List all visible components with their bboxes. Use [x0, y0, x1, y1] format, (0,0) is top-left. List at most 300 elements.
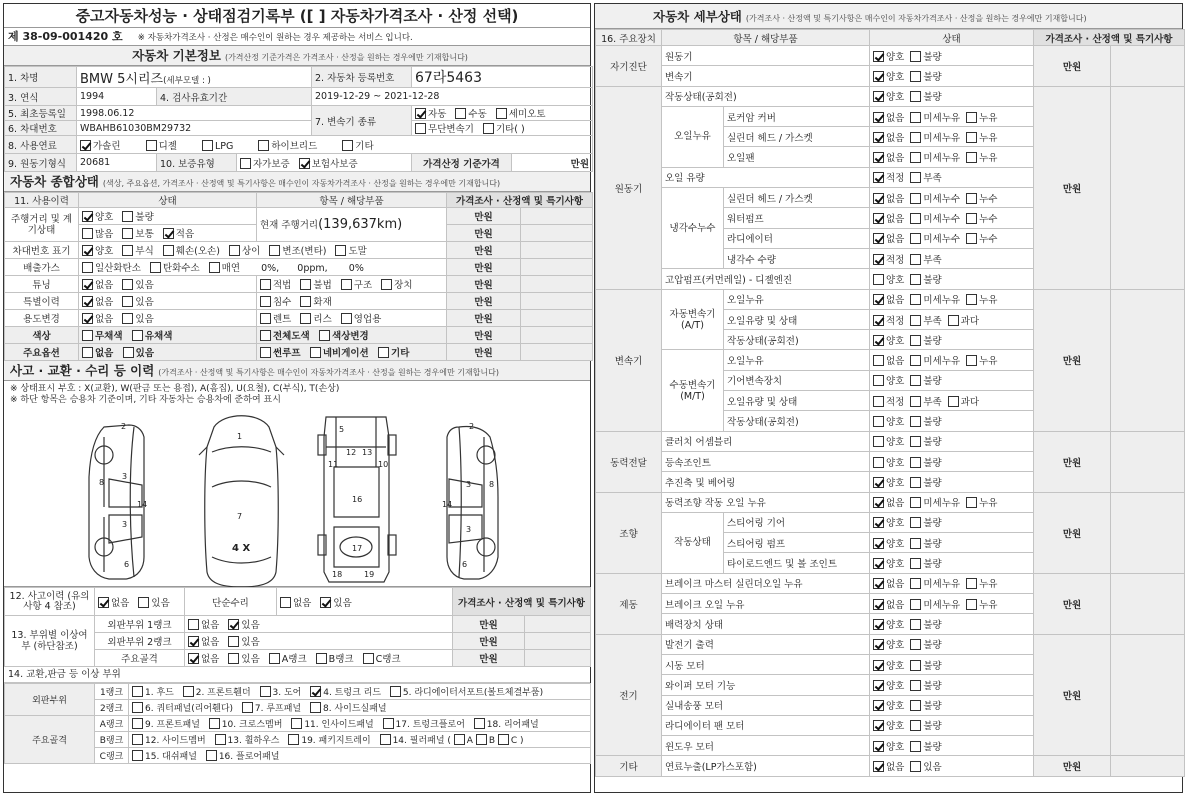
device-group-label: 변속기	[596, 289, 662, 431]
state-checkbox[interactable]	[966, 193, 977, 204]
fuel-lpg-checkbox[interactable]	[202, 140, 213, 151]
special-yes-label: 있음	[135, 297, 154, 308]
state-checkbox[interactable]	[910, 335, 921, 346]
tuning-price: 만원	[447, 276, 521, 293]
device-item-label: 브레이크 오일 누유	[662, 594, 870, 614]
part-hood-label: 1. 후드	[145, 688, 174, 698]
part-door-checkbox[interactable]	[260, 686, 271, 697]
state-checkbox[interactable]	[910, 538, 921, 549]
tuning-none-checkbox[interactable]	[82, 279, 93, 290]
pillar-c-checkbox[interactable]	[498, 734, 509, 745]
state-checkbox[interactable]	[873, 761, 884, 772]
odo-state-2	[79, 225, 257, 242]
state-option-label: 양호	[886, 640, 905, 652]
simple-none-label: 없음	[293, 597, 312, 609]
frame-yes-checkbox[interactable]	[228, 653, 239, 664]
state-checkbox[interactable]	[910, 477, 921, 488]
state-option-label: 불량	[923, 680, 942, 692]
device-subgroup-label: 작동상태	[662, 512, 724, 573]
accident-note: (가격조사 · 산정액 및 특기사항은 매수인이 자동차가격조사 · 산정을 원하는 경우에만 기재합니다)	[158, 368, 499, 377]
odo-text: 현재 주행거리	[260, 220, 319, 231]
color-opts	[79, 327, 257, 344]
state-checkbox[interactable]	[873, 294, 884, 305]
state-checkbox[interactable]	[910, 578, 921, 589]
state-checkbox[interactable]	[966, 132, 977, 143]
fuel-gasoline-checkbox[interactable]	[80, 140, 91, 151]
state-checkbox[interactable]	[910, 193, 921, 204]
accident-section-header	[4, 361, 590, 381]
special-flood-checkbox[interactable]	[260, 296, 271, 307]
trans-opts-1	[412, 106, 593, 121]
usechange-business-checkbox[interactable]	[341, 313, 352, 324]
trans-auto-checkbox[interactable]	[415, 108, 426, 119]
state-checkbox[interactable]	[873, 639, 884, 650]
outer2-yes-checkbox[interactable]	[228, 636, 239, 647]
device-item-label: 타이로드엔드 및 볼 조인트	[724, 553, 870, 573]
rank1-items	[129, 684, 591, 700]
state-checkbox[interactable]	[966, 599, 977, 610]
outer1-yes-label: 있음	[241, 620, 260, 631]
device-state-options	[870, 756, 1034, 776]
color-label: 색상	[5, 327, 79, 344]
frame-a-checkbox[interactable]	[269, 653, 280, 664]
state-checkbox[interactable]	[873, 558, 884, 569]
exchange-title: 14. 교환,판금 등 이상 부위	[4, 667, 590, 683]
tuning-structure-checkbox[interactable]	[341, 279, 352, 290]
state-checkbox[interactable]	[873, 578, 884, 589]
state-checkbox[interactable]	[910, 294, 921, 305]
special-yes-checkbox[interactable]	[122, 296, 133, 307]
frame-none-checkbox[interactable]	[188, 653, 199, 664]
part-pillar-panel-checkbox[interactable]	[380, 734, 391, 745]
part-quarter-panel-checkbox[interactable]	[132, 702, 143, 713]
vinmark-damage-checkbox[interactable]	[163, 245, 174, 256]
color-change-checkbox[interactable]	[319, 330, 330, 341]
year-label: 3. 연식	[5, 88, 77, 106]
part-floor-panel-checkbox[interactable]	[206, 750, 217, 761]
state-checkbox[interactable]	[873, 680, 884, 691]
state-checkbox[interactable]	[873, 538, 884, 549]
svg-text:19: 19	[364, 570, 375, 579]
options-sunroof-checkbox[interactable]	[260, 347, 271, 358]
state-checkbox[interactable]	[873, 660, 884, 671]
state-checkbox[interactable]	[910, 375, 921, 386]
options-yes-checkbox[interactable]	[123, 347, 134, 358]
part-rear-panel-checkbox[interactable]	[474, 718, 485, 729]
part-front-fender-checkbox[interactable]	[183, 686, 194, 697]
odo-normal-checkbox[interactable]	[122, 228, 133, 239]
special-price: 만원	[447, 293, 521, 310]
outer2-opts	[185, 633, 453, 650]
state-checkbox[interactable]	[910, 172, 921, 183]
state-checkbox[interactable]	[873, 335, 884, 346]
device-state-options	[870, 208, 1034, 228]
state-checkbox[interactable]	[873, 233, 884, 244]
rankC-items	[129, 748, 591, 764]
frame-c-checkbox[interactable]	[363, 653, 374, 664]
state-option-label: 있음	[923, 762, 942, 774]
state-checkbox[interactable]	[873, 619, 884, 630]
detail-note: (가격조사 · 산정액 및 특기사항은 매수인이 자동차가격조사 · 산정을 원하는 경우에만 기재합니다)	[745, 14, 1087, 23]
state-option-label: 과다	[960, 396, 980, 408]
device-item-label: 연료누출(LP가스포함)	[662, 756, 870, 776]
device-group-label: 조향	[596, 492, 662, 573]
special-none-label: 없음	[95, 297, 114, 308]
options-other-label: 기타	[391, 348, 410, 359]
overall-note: (색상, 주요옵션, 가격조사 · 산정액 및 특기사항은 매수인이 자동차가격조사 · 산정을 원하는 경우에만 기재합니다)	[102, 179, 501, 188]
device-state-options	[870, 431, 1034, 451]
device-item-label: 작동상태(공회전)	[662, 86, 870, 106]
state-checkbox[interactable]	[910, 416, 921, 427]
detail-table	[595, 29, 1185, 777]
state-checkbox[interactable]	[873, 700, 884, 711]
part-roof-panel-checkbox[interactable]	[242, 702, 253, 713]
acc-price-header: 가격조사 · 산정액 및 특기사항	[453, 588, 591, 616]
emission-co-checkbox[interactable]	[82, 262, 93, 273]
state-checkbox[interactable]	[966, 294, 977, 305]
state-option-label: 불량	[923, 71, 942, 83]
part-wheel-house-checkbox[interactable]	[215, 734, 226, 745]
state-option-label: 양호	[886, 71, 905, 83]
device-group-note	[1111, 573, 1185, 634]
trans-semi-checkbox[interactable]	[496, 108, 507, 119]
col-detail-price: 가격조사 · 산정액 및 특기사항	[1034, 30, 1185, 46]
vinmark-price: 만원	[447, 242, 521, 259]
warranty-insurer-checkbox[interactable]	[299, 158, 310, 169]
state-option-label: 없음	[886, 214, 905, 226]
device-state-options	[870, 46, 1034, 66]
warranty-insurer-label: 보험사보증	[311, 158, 358, 170]
state-option-label: 없음	[886, 193, 905, 205]
fuel-hybrid-label: 하이브리드	[271, 140, 318, 152]
state-checkbox[interactable]	[873, 741, 884, 752]
state-option-label: 양호	[886, 376, 905, 388]
fuel-hybrid-checkbox[interactable]	[258, 140, 269, 151]
vin: WBAHB61030BM29732	[77, 121, 312, 136]
state-option-label: 양호	[886, 559, 905, 571]
color-chromatic-label: 유채색	[144, 331, 173, 342]
odo-bad-checkbox[interactable]	[122, 211, 133, 222]
vinmark-altered-checkbox[interactable]	[269, 245, 280, 256]
vinmark-good-checkbox[interactable]	[82, 245, 93, 256]
state-checkbox[interactable]	[910, 51, 921, 62]
state-checkbox[interactable]	[966, 578, 977, 589]
device-state-options	[870, 715, 1034, 735]
svg-text:8: 8	[489, 480, 495, 489]
special-none-checkbox[interactable]	[82, 296, 93, 307]
vinmark-rust-checkbox[interactable]	[122, 245, 133, 256]
first-reg-label: 5. 최초등록일	[5, 106, 77, 121]
col-item: 항목 / 해당부품	[257, 193, 447, 208]
device-state-options	[870, 512, 1034, 532]
odo-good-checkbox[interactable]	[82, 211, 93, 222]
state-checkbox[interactable]	[910, 558, 921, 569]
tuning-illegal-checkbox[interactable]	[300, 279, 311, 290]
state-checkbox[interactable]	[910, 700, 921, 711]
device-group-price: 만원	[1034, 573, 1111, 634]
device-group-note	[1111, 289, 1185, 431]
part-side-member-checkbox[interactable]	[132, 734, 143, 745]
device-group-note	[1111, 492, 1185, 573]
state-checkbox[interactable]	[910, 91, 921, 102]
vinmark-diff-checkbox[interactable]	[229, 245, 240, 256]
part-dash-panel-checkbox[interactable]	[132, 750, 143, 761]
options-navi-checkbox[interactable]	[310, 347, 321, 358]
vin-mark-label: 차대번호 표기	[5, 242, 79, 259]
state-checkbox[interactable]	[966, 152, 977, 163]
device-group-label: 제동	[596, 573, 662, 634]
part-trunk-lid-checkbox[interactable]	[310, 686, 321, 697]
odo-label: 주행거리 및 계기상태	[5, 208, 79, 242]
state-option-label: 없음	[886, 112, 905, 124]
state-checkbox[interactable]	[910, 315, 921, 326]
part-inside-panel-checkbox[interactable]	[291, 718, 302, 729]
device-state-options	[870, 188, 1034, 208]
basic-info-title: 자동차 기본정보	[132, 48, 221, 63]
device-item-label: 변속기	[662, 66, 870, 86]
state-checkbox[interactable]	[910, 741, 921, 752]
part-side-sill-checkbox[interactable]	[310, 702, 321, 713]
state-checkbox[interactable]	[873, 132, 884, 143]
tuning-device-checkbox[interactable]	[381, 279, 392, 290]
state-checkbox[interactable]	[910, 436, 921, 447]
usechange-none-checkbox[interactable]	[82, 313, 93, 324]
color-achromatic-checkbox[interactable]	[82, 330, 93, 341]
options-none-checkbox[interactable]	[82, 347, 93, 358]
device-group-note	[1111, 46, 1185, 87]
device-item-label: 와이퍼 모터 기능	[662, 675, 870, 695]
emission-values: 0%, 0ppm, 0%	[261, 263, 364, 274]
state-checkbox[interactable]	[873, 152, 884, 163]
vin-mark-opts	[79, 242, 447, 259]
state-checkbox[interactable]	[873, 720, 884, 731]
device-group-price: 만원	[1034, 634, 1111, 756]
frame-b-checkbox[interactable]	[316, 653, 327, 664]
state-checkbox[interactable]	[910, 599, 921, 610]
odo-value: (139,637km)	[318, 217, 403, 232]
state-checkbox[interactable]	[873, 193, 884, 204]
state-option-label: 누유	[979, 112, 998, 124]
usechange-rent-label: 렌트	[273, 314, 292, 325]
odo-many-label: 많음	[95, 229, 114, 240]
state-checkbox[interactable]	[948, 396, 959, 407]
device-item-label: 작동상태(공회전)	[724, 330, 870, 350]
state-checkbox[interactable]	[910, 680, 921, 691]
usechange-none-label: 없음	[95, 314, 114, 325]
state-checkbox[interactable]	[910, 639, 921, 650]
acc-yes-checkbox[interactable]	[138, 597, 149, 608]
tuning-opts-2	[257, 276, 447, 293]
options-other-checkbox[interactable]	[378, 347, 389, 358]
state-option-label: 미세누수	[923, 214, 961, 226]
frame-a-label: A랭크	[281, 654, 307, 665]
state-checkbox[interactable]	[910, 274, 921, 285]
pillar-c-label: C )	[510, 736, 524, 746]
state-checkbox[interactable]	[910, 761, 921, 772]
emission-smoke-checkbox[interactable]	[209, 262, 220, 273]
detail-row	[596, 492, 1185, 512]
state-checkbox[interactable]	[910, 396, 921, 407]
rankA-items	[129, 716, 591, 732]
state-option-label: 없음	[886, 498, 905, 510]
state-checkbox[interactable]	[873, 315, 884, 326]
state-option-label: 미세누유	[923, 599, 961, 611]
frame-yes-label: 있음	[241, 654, 260, 665]
state-checkbox[interactable]	[873, 599, 884, 610]
pillar-b-checkbox[interactable]	[476, 734, 487, 745]
tuning-legal-checkbox[interactable]	[260, 279, 271, 290]
part-cross-member-checkbox[interactable]	[209, 718, 220, 729]
device-item-label: 윈도우 모터	[662, 736, 870, 756]
emission-co-label: 일산화탄소	[95, 263, 141, 274]
acc-none-checkbox[interactable]	[98, 597, 109, 608]
part-front-panel-checkbox[interactable]	[132, 718, 143, 729]
part-package-tray-checkbox[interactable]	[288, 734, 299, 745]
state-checkbox[interactable]	[910, 152, 921, 163]
usechange-yes-checkbox[interactable]	[122, 313, 133, 324]
state-checkbox[interactable]	[910, 233, 921, 244]
state-checkbox[interactable]	[873, 416, 884, 427]
state-checkbox[interactable]	[910, 254, 921, 265]
state-checkbox[interactable]	[873, 375, 884, 386]
state-checkbox[interactable]	[873, 213, 884, 224]
device-state-options	[870, 248, 1034, 268]
state-option-label: 불량	[923, 274, 942, 286]
state-checkbox[interactable]	[873, 112, 884, 123]
vinmark-painted-checkbox[interactable]	[335, 245, 346, 256]
state-checkbox[interactable]	[910, 619, 921, 630]
state-checkbox[interactable]	[873, 355, 884, 366]
state-option-label: 양호	[886, 274, 905, 286]
state-checkbox[interactable]	[966, 355, 977, 366]
fuel-other-checkbox[interactable]	[342, 140, 353, 151]
device-item-label: 스티어링 펌프	[724, 533, 870, 553]
fuel-diesel-checkbox[interactable]	[146, 140, 157, 151]
outer1-yes-checkbox[interactable]	[228, 619, 239, 630]
state-checkbox[interactable]	[966, 213, 977, 224]
usechange-yes-label: 있음	[135, 314, 154, 325]
emission-smoke-label: 매연	[221, 263, 241, 274]
trans-manual-checkbox[interactable]	[455, 108, 466, 119]
state-option-label: 미세누유	[923, 132, 961, 144]
state-option-label: 누유	[979, 579, 998, 591]
color-chromatic-checkbox[interactable]	[132, 330, 143, 341]
state-checkbox[interactable]	[948, 315, 959, 326]
device-item-label: 등속조인트	[662, 451, 870, 471]
part-package-tray-label: 19. 패키지트레이	[301, 736, 371, 746]
col-detail-item: 항목 / 해당부품	[662, 30, 870, 46]
state-checkbox[interactable]	[873, 477, 884, 488]
simple-repair-label: 단순수리	[185, 588, 277, 616]
tuning-legal-label: 적법	[273, 280, 292, 291]
state-checkbox[interactable]	[966, 497, 977, 508]
svg-text:12: 12	[346, 448, 357, 457]
part-radiator-support-label: 5. 라디에이터서포트(볼트체결부품)	[402, 688, 544, 698]
state-checkbox[interactable]	[873, 497, 884, 508]
part-radiator-support-checkbox[interactable]	[390, 686, 401, 697]
fuel-label: 8. 사용연료	[5, 136, 77, 154]
warranty-self-checkbox[interactable]	[240, 158, 251, 169]
device-group-price: 만원	[1034, 289, 1111, 431]
state-checkbox[interactable]	[910, 355, 921, 366]
state-checkbox[interactable]	[966, 233, 977, 244]
device-item-label: 실린더 헤드 / 가스켓	[724, 188, 870, 208]
left-page	[3, 3, 591, 793]
trans-other-checkbox[interactable]	[483, 123, 494, 134]
state-checkbox[interactable]	[873, 436, 884, 447]
part-hood-checkbox[interactable]	[132, 686, 143, 697]
state-checkbox[interactable]	[873, 274, 884, 285]
state-checkbox[interactable]	[910, 132, 921, 143]
state-checkbox[interactable]	[910, 517, 921, 528]
simple-none-checkbox[interactable]	[280, 597, 291, 608]
outer1-none-checkbox[interactable]	[188, 619, 199, 630]
trans-cvt-checkbox[interactable]	[415, 123, 426, 134]
simple-yes-checkbox[interactable]	[320, 597, 331, 608]
state-checkbox[interactable]	[873, 71, 884, 82]
odo-many-checkbox[interactable]	[82, 228, 93, 239]
device-state-options	[870, 370, 1034, 390]
state-checkbox[interactable]	[873, 172, 884, 183]
trans-opts-2	[412, 121, 593, 136]
device-item-label: 배력장치 상태	[662, 614, 870, 634]
usechange-note	[521, 310, 593, 327]
state-checkbox[interactable]	[873, 517, 884, 528]
part-trunk-floor-checkbox[interactable]	[383, 718, 394, 729]
outer2-none-checkbox[interactable]	[188, 636, 199, 647]
state-checkbox[interactable]	[910, 112, 921, 123]
basic-info-table	[4, 66, 593, 172]
usechange-lease-checkbox[interactable]	[300, 313, 311, 324]
state-checkbox[interactable]	[873, 51, 884, 62]
state-option-label: 불량	[923, 51, 942, 63]
svg-text:11: 11	[328, 460, 339, 469]
options-yes-label: 있음	[135, 348, 155, 359]
state-option-label: 불량	[923, 376, 942, 388]
state-checkbox[interactable]	[910, 720, 921, 731]
usechange-rent-checkbox[interactable]	[260, 313, 271, 324]
part-cross-member-label: 10. 크로스멤버	[221, 720, 283, 730]
state-checkbox[interactable]	[910, 660, 921, 671]
outer2-yes-label: 있음	[241, 637, 260, 648]
odo-few-checkbox[interactable]	[163, 228, 174, 239]
tuning-yes-checkbox[interactable]	[122, 279, 133, 290]
col-usage: 11. 사용이력	[5, 193, 79, 208]
device-state-options	[870, 634, 1034, 654]
rankA-label: A랭크	[95, 716, 129, 732]
emission-hc-checkbox[interactable]	[150, 262, 161, 273]
state-checkbox[interactable]	[873, 457, 884, 468]
state-checkbox[interactable]	[873, 91, 884, 102]
svg-text:16: 16	[352, 495, 363, 504]
state-checkbox[interactable]	[910, 71, 921, 82]
state-checkbox[interactable]	[910, 457, 921, 468]
options-opts-2	[257, 344, 447, 361]
state-option-label: 불량	[923, 701, 942, 713]
state-checkbox[interactable]	[910, 497, 921, 508]
vinmark-painted-label: 도말	[348, 246, 367, 257]
state-checkbox[interactable]	[910, 213, 921, 224]
pillar-a-checkbox[interactable]	[454, 734, 465, 745]
state-checkbox[interactable]	[873, 254, 884, 265]
color-fullpaint-checkbox[interactable]	[260, 330, 271, 341]
device-item-label: 로커암 커버	[724, 106, 870, 126]
device-group-price: 만원	[1034, 46, 1111, 87]
state-checkbox[interactable]	[873, 396, 884, 407]
state-checkbox[interactable]	[966, 112, 977, 123]
tuning-label: 튜닝	[5, 276, 79, 293]
special-fire-checkbox[interactable]	[300, 296, 311, 307]
